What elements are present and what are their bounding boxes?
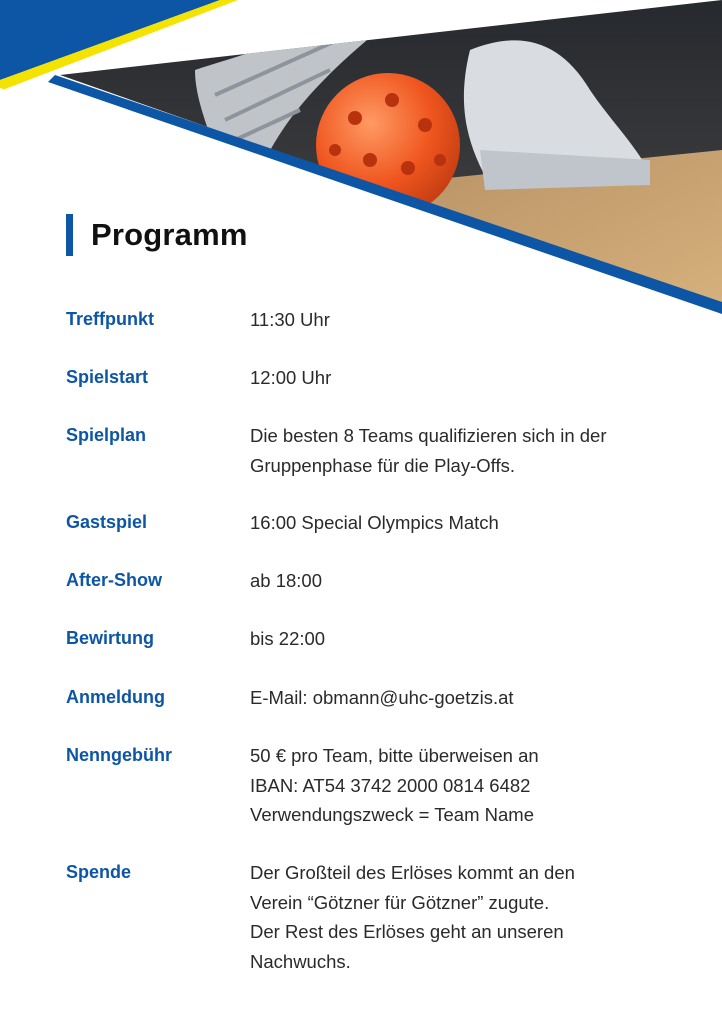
program-label: Gastspiel (66, 512, 148, 532)
program-label: Spielplan (66, 425, 147, 445)
program-value (250, 858, 680, 976)
page-heading (66, 214, 248, 256)
program-value-line: bis 22:00 (250, 628, 326, 649)
program-value (250, 683, 680, 713)
program-value-line: E-Mail: obmann@uhc-goetzis.at (250, 687, 514, 708)
header-banner (0, 0, 722, 330)
program-value (250, 421, 680, 480)
program-value-line: 11:30 Uhr (250, 309, 330, 330)
program-value-line: IBAN: AT54 3742 2000 0814 6482 (250, 774, 531, 796)
program-value-line: Gruppenphase für die Play-Offs. (250, 454, 515, 476)
program-label: Spende (66, 862, 132, 882)
program-value-line: Die besten 8 Teams qualifizieren sich in der (250, 425, 607, 446)
heading-accent-bar (66, 214, 73, 256)
program-value-line: Verein “Götzner für Götzner” zugute. (250, 891, 550, 913)
program-value (250, 624, 680, 654)
program-label: Bewirtung (66, 628, 154, 648)
program-value-line: 16:00 Special Olympics Match (250, 512, 499, 533)
program-value-line: Verwendungszweck = Team Name (250, 804, 534, 825)
program-value-line: Der Großteil des Erlöses kommt an den (250, 862, 575, 883)
program-value (250, 363, 680, 393)
program-value-line: 12:00 Uhr (250, 367, 332, 388)
program-label: Spielstart (66, 367, 149, 387)
program-value (250, 566, 680, 596)
program-value-line: Nachwuchs. (250, 950, 351, 972)
program-label: Treffpunkt (66, 309, 154, 329)
program-value-line: Der Rest des Erlöses geht an unseren (250, 921, 564, 942)
program-value (250, 741, 680, 830)
page-title: Programm (91, 217, 248, 252)
program-value-line: ab 18:00 (250, 570, 323, 591)
program-label: After-Show (66, 570, 162, 590)
program-label: Anmeldung (66, 687, 165, 707)
program-value-line: 50 € pro Team, bitte überweisen an (250, 745, 539, 766)
program-value (250, 508, 680, 538)
program-label: Nenngebühr (66, 745, 172, 765)
program-value (250, 305, 680, 335)
